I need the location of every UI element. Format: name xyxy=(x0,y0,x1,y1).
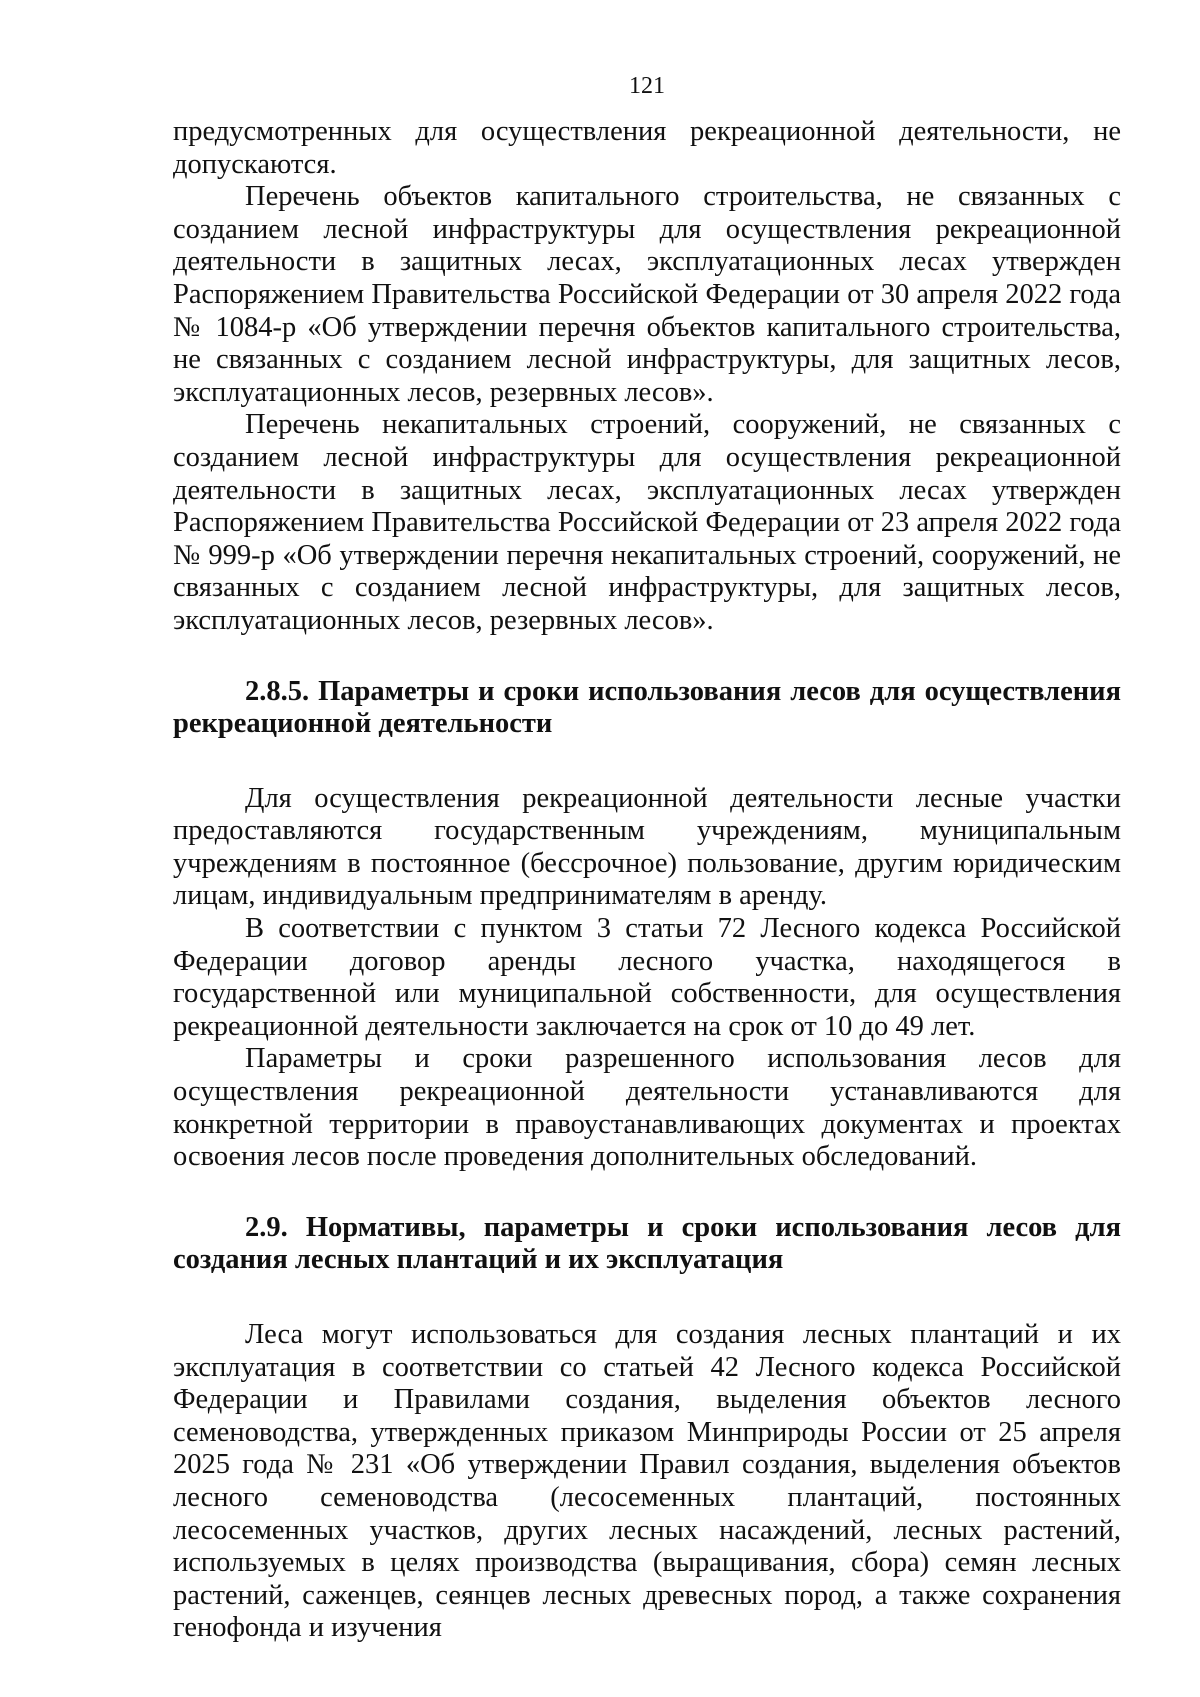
section-heading-2-8-5: 2.8.5. Параметры и сроки использования лесов для осуществления рекреационной деятельности xyxy=(173,675,1121,740)
paragraph-lease-term: В соответствии с пунктом 3 статьи 72 Лесного кодекса Российской Федерации договор аренды лесного участка, находящегося в государственной или муниципальной собственности, для осуществления рекреационной деятельности заключается на срок от 10 до 49 лет. xyxy=(173,913,1121,1042)
paragraph-noncapital-structures-list: Перечень некапитальных строений, сооружений, не связанных с созданием лесной инфраструктуры для осуществления рекреационной деятельности в защитных лесах, эксплуатационных лесах утвержден Распоряжением Правительства Российской Федерации от 23 апреля 2022 года № 999-р «Об утверждении перечня некапитальных строений, сооружений, не связанных с созданием лесной инфраструктуры, для защитных лесов, эксплуатационных лесов, резервных лесов». xyxy=(173,409,1121,636)
paragraph-land-plots-provision: Для осуществления рекреационной деятельности лесные участки предоставляются государственным учреждениям, муниципальным учреждениям в постоянное (бессрочное) пользование, другим юридическим лицам, индивидуальным предпринимателям в аренду. xyxy=(173,782,1121,912)
paragraph-capital-objects-list: Перечень объектов капитального строительства, не связанных с созданием лесной инфраструктуры для осуществления рекреационной деятельности в защитных лесах, эксплуатационных лесах утвержден Распоряжением Правительства Российской Федерации от 30 апреля 2022 года № 1084-р «Об утверждении перечня объектов капитального строительства, не связанных с созданием лесной инфраструктуры, для защитных лесов, эксплуатационных лесов, резервных лесов». xyxy=(173,181,1121,408)
paragraph-continuation: предусмотренных для осуществления рекреационной деятельности, не допускаются. xyxy=(173,116,1121,180)
page-number: 121 xyxy=(629,73,665,99)
section-heading-2-9: 2.9. Нормативы, параметры и сроки использования лесов для создания лесных плантаций и их эксплуатация xyxy=(173,1211,1121,1276)
paragraph-parameters-and-terms: Параметры и сроки разрешенного использования лесов для осуществления рекреационной деятельности устанавливаются для конкретной территории в правоустанавливающих документах и проектах освоения лесов после проведения дополнительных обследований. xyxy=(173,1043,1121,1173)
document-body xyxy=(173,116,1121,1645)
paragraph-forest-plantations: Леса могут использоваться для создания лесных плантаций и их эксплуатация в соответствии со статьей 42 Лесного кодекса Российской Федерации и Правилами создания, выделения объектов лесного семеноводства, утвержденных приказом Минприроды России от 25 апреля 2025 года № 231 «Об утверждении Правил создания, выделения объектов лесного семеноводства (лесосеменных плантаций, постоянных лесосеменных участков, других лесных насаждений, лесных растений, используемых в целях производства (выращивания, сбора) семян лесных растений, саженцев, сеянцев лесных древесных пород, а также сохранения генофонда и изучения xyxy=(173,1319,1121,1644)
